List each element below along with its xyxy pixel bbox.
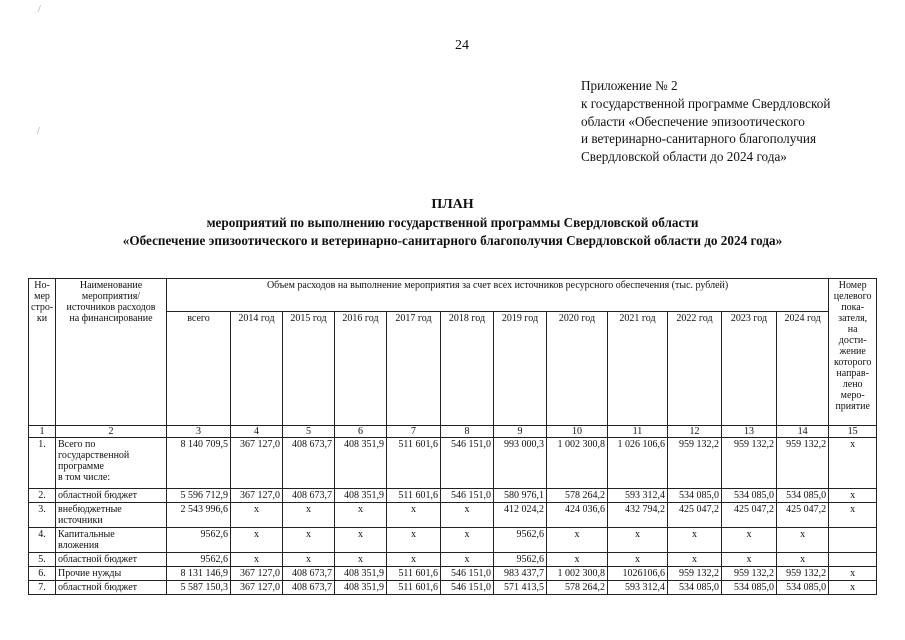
target-cell: х	[829, 567, 877, 581]
value-cell: 9562,6	[167, 528, 231, 553]
value-cell: х	[722, 528, 777, 553]
appendix-line: Свердловской области до 2024 года»	[581, 149, 787, 165]
column-number: 12	[668, 426, 722, 438]
value-cell: 511 601,6	[387, 438, 441, 489]
header-name-text: Наименование мероприятия/ источников расходов на финансирование	[66, 280, 156, 324]
table-header-row	[29, 279, 877, 312]
scan-artifact: /	[37, 126, 40, 137]
table-row	[29, 528, 877, 553]
value-cell: х	[283, 528, 335, 553]
value-cell: 993 000,3	[494, 438, 547, 489]
value-cell: 432 794,2	[608, 503, 668, 528]
appendix-line: Приложение № 2	[581, 78, 678, 93]
value-cell: 1 026 106,6	[608, 438, 668, 489]
value-cell: х	[231, 503, 283, 528]
value-cell: 367 127,0	[231, 581, 283, 595]
column-number: 5	[283, 426, 335, 438]
column-number: 13	[722, 426, 777, 438]
value-cell: х	[441, 528, 494, 553]
value-cell: 8 140 709,5	[167, 438, 231, 489]
year-header: 2021 год	[608, 312, 668, 426]
target-cell	[829, 553, 877, 567]
value-cell: 959 132,2	[722, 567, 777, 581]
year-header: 2014 год	[231, 312, 283, 426]
table-row	[29, 567, 877, 581]
row-number-cell: 3.	[29, 503, 56, 528]
value-cell: х	[283, 503, 335, 528]
value-cell: 534 085,0	[668, 489, 722, 503]
row-name-cell: областной бюджет	[56, 553, 167, 567]
row-name-cell: Капитальные вложения	[56, 528, 167, 553]
value-cell: х	[283, 553, 335, 567]
target-cell: х	[829, 489, 877, 503]
value-cell: 546 151,0	[441, 489, 494, 503]
target-cell	[829, 528, 877, 553]
value-cell: 534 085,0	[668, 581, 722, 595]
target-cell: х	[829, 503, 877, 528]
value-cell: 408 351,9	[335, 581, 387, 595]
value-cell: 5 587 150,3	[167, 581, 231, 595]
year-header: 2016 год	[335, 312, 387, 426]
column-number: 9	[494, 426, 547, 438]
column-number: 6	[335, 426, 387, 438]
column-number: 3	[167, 426, 231, 438]
title-subtitle: мероприятий по выполнению государственной программы Свердловской области	[206, 215, 699, 230]
value-cell: х	[547, 553, 608, 567]
value-cell: 511 601,6	[387, 581, 441, 595]
column-number: 4	[231, 426, 283, 438]
value-cell: х	[335, 528, 387, 553]
value-cell: х	[608, 553, 668, 567]
value-cell: 534 085,0	[777, 581, 829, 595]
page-number: 24	[455, 38, 469, 53]
year-header: всего	[167, 312, 231, 426]
value-cell: х	[547, 528, 608, 553]
target-cell: х	[829, 581, 877, 595]
value-cell: 1026106,6	[608, 567, 668, 581]
header-target	[829, 279, 877, 426]
value-cell: 959 132,2	[777, 567, 829, 581]
value-cell: 9562,6	[167, 553, 231, 567]
header-row-number-text: Но- мер стро- ки	[31, 280, 54, 324]
value-cell: 408 351,9	[335, 567, 387, 581]
row-number-cell: 5.	[29, 553, 56, 567]
table-row	[29, 581, 877, 595]
value-cell: х	[777, 553, 829, 567]
value-cell: 511 601,6	[387, 567, 441, 581]
value-cell: 425 047,2	[722, 503, 777, 528]
value-cell: 578 264,2	[547, 581, 608, 595]
value-cell: х	[722, 553, 777, 567]
value-cell: 593 312,4	[608, 489, 668, 503]
value-cell: 546 151,0	[441, 438, 494, 489]
value-cell: 571 413,5	[494, 581, 547, 595]
value-cell: 425 047,2	[777, 503, 829, 528]
row-number-cell: 2.	[29, 489, 56, 503]
column-number: 7	[387, 426, 441, 438]
header-volume: Объем расходов на выполнение мероприятия за счет всех источников ресурсного обеспечения (тыс. рублей)	[167, 279, 829, 312]
year-header: 2024 год	[777, 312, 829, 426]
value-cell: х	[441, 553, 494, 567]
title-program: «Обеспечение эпизоотического и ветеринарно-санитарного благополучия Свердловской области до 2024 года»	[122, 233, 783, 248]
value-cell: 1 002 300,8	[547, 567, 608, 581]
value-cell: х	[608, 528, 668, 553]
value-cell: 367 127,0	[231, 489, 283, 503]
appendix-note	[581, 77, 830, 166]
appendix-line: и ветеринарно-санитарного благополучия	[581, 131, 817, 147]
value-cell: 9562,6	[494, 553, 547, 567]
table-row	[29, 553, 877, 567]
table-row	[29, 489, 877, 503]
value-cell: 593 312,4	[608, 581, 668, 595]
value-cell: 511 601,6	[387, 489, 441, 503]
value-cell: х	[387, 503, 441, 528]
value-cell: х	[668, 553, 722, 567]
value-cell: 424 036,6	[547, 503, 608, 528]
column-number: 15	[829, 426, 877, 438]
value-cell: х	[777, 528, 829, 553]
value-cell: 578 264,2	[547, 489, 608, 503]
appendix-line: к государственной программе Свердловской	[581, 95, 831, 111]
value-cell: 408 673,7	[283, 489, 335, 503]
value-cell: 408 351,9	[335, 489, 387, 503]
value-cell: 8 131 146,9	[167, 567, 231, 581]
value-cell: 408 673,7	[283, 581, 335, 595]
title-plan: ПЛАН	[431, 197, 474, 212]
year-header: 2018 год	[441, 312, 494, 426]
column-number-row	[29, 426, 877, 438]
value-cell: 534 085,0	[722, 581, 777, 595]
value-cell: 425 047,2	[668, 503, 722, 528]
value-cell: 408 673,7	[283, 567, 335, 581]
target-cell: х	[829, 438, 877, 489]
value-cell: 408 351,9	[335, 438, 387, 489]
column-number: 2	[56, 426, 167, 438]
value-cell: 959 132,2	[722, 438, 777, 489]
row-name-cell: внебюджетные источники	[56, 503, 167, 528]
value-cell: 5 596 712,9	[167, 489, 231, 503]
value-cell: 412 024,2	[494, 503, 547, 528]
value-cell: х	[387, 553, 441, 567]
value-cell: х	[335, 553, 387, 567]
row-name-cell: областной бюджет	[56, 489, 167, 503]
year-header: 2023 год	[722, 312, 777, 426]
value-cell: 580 976,1	[494, 489, 547, 503]
value-cell: 546 151,0	[441, 581, 494, 595]
row-name-cell: Прочие нужды	[56, 567, 167, 581]
row-number-cell: 6.	[29, 567, 56, 581]
header-row-number	[29, 279, 56, 426]
scan-artifact: /	[38, 4, 41, 15]
value-cell: х	[231, 528, 283, 553]
value-cell: 408 673,7	[283, 438, 335, 489]
column-number: 11	[608, 426, 668, 438]
header-target-text: Номер целевого пока- зателя, на дости- жение которого направ- лено меро- приятие	[833, 280, 872, 412]
value-cell: х	[335, 503, 387, 528]
value-cell: 546 151,0	[441, 567, 494, 581]
year-header: 2019 год	[494, 312, 547, 426]
row-name-cell: Всего по государственной программе в том числе:	[56, 438, 167, 489]
value-cell: 367 127,0	[231, 567, 283, 581]
column-number: 14	[777, 426, 829, 438]
plan-table	[28, 278, 877, 595]
value-cell: 534 085,0	[777, 489, 829, 503]
row-number-cell: 4.	[29, 528, 56, 553]
value-cell: 983 437,7	[494, 567, 547, 581]
value-cell: х	[441, 503, 494, 528]
year-header: 2015 год	[283, 312, 335, 426]
value-cell: 959 132,2	[668, 567, 722, 581]
table-row	[29, 503, 877, 528]
value-cell: х	[231, 553, 283, 567]
value-cell: х	[387, 528, 441, 553]
column-number: 10	[547, 426, 608, 438]
row-number-cell: 1.	[29, 438, 56, 489]
column-number: 1	[29, 426, 56, 438]
value-cell: 9562,6	[494, 528, 547, 553]
value-cell: 959 132,2	[668, 438, 722, 489]
table-row	[29, 438, 877, 489]
year-header: 2022 год	[668, 312, 722, 426]
value-cell: 1 002 300,8	[547, 438, 608, 489]
row-name-cell: областной бюджет	[56, 581, 167, 595]
value-cell: х	[668, 528, 722, 553]
header-name	[56, 279, 167, 426]
column-number: 8	[441, 426, 494, 438]
year-header: 2020 год	[547, 312, 608, 426]
document-title	[0, 196, 905, 250]
year-header: 2017 год	[387, 312, 441, 426]
value-cell: 959 132,2	[777, 438, 829, 489]
row-number-cell: 7.	[29, 581, 56, 595]
value-cell: 2 543 996,6	[167, 503, 231, 528]
value-cell: 534 085,0	[722, 489, 777, 503]
appendix-line: области «Обеспечение эпизоотического	[581, 113, 805, 129]
value-cell: 367 127,0	[231, 438, 283, 489]
